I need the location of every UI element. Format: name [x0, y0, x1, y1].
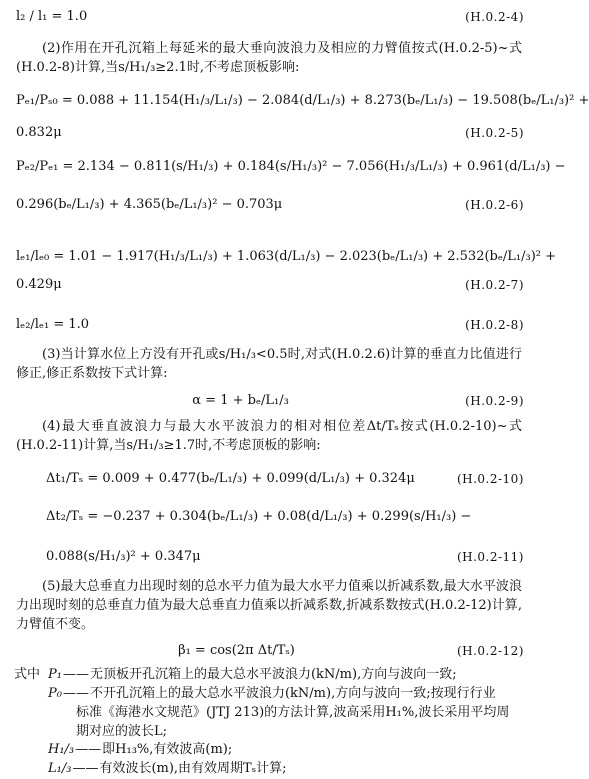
equation-number: (H.0.2-9) [465, 393, 524, 408]
definition-dash: —— [62, 685, 89, 701]
equation-expression: β₁ = cos(2π Δt/Tₛ) [178, 643, 295, 658]
equation-number: (H.0.2-8) [465, 317, 524, 332]
paragraph-5: (5)最大总垂直力出现时刻的总水平力值为最大水平力值乘以折减系数,最大水平波浪力出现时刻的总垂直力值为最大总垂直力值乘以折减系数,折减系数按式(H.0.2-12)计算,力臂值不变。 [16, 579, 522, 632]
equation-expression: Pₑ₂/Pₑ₁ = 2.134 − 0.811(s/H₁/₃) + 0.184(s/H₁/₃)² − 7.056(H₁/₃/L₁/₃) + 0.961(d/L₁/₃) − [16, 159, 566, 174]
definition-text: 有效波长(m),由有效周期Tₛ计算; [99, 761, 287, 777]
equation-expression: α = 1 + bₑ/L₁/₃ [192, 393, 289, 408]
definition-dash: —— [62, 667, 89, 682]
equation-h-0-2-7-line1 [16, 248, 557, 267]
paragraph-3: (3)当计算水位上方没有开孔或s/H₁/₃<0.5时,对式(H.0.2.6)计算的垂直力比值进行修正,修正系数按下式计算: [16, 347, 522, 381]
equation-expression: 0.832μ [16, 125, 62, 140]
equation-h-0-2-11-line1 [46, 508, 524, 527]
equation-expression: Δt₂/Tₛ = −0.237 + 0.304(bₑ/L₁/₃) + 0.08(d/L₁/₃) + 0.299(s/H₁/₃) − [46, 509, 472, 524]
equation-h-0-2-5-line2 [16, 124, 524, 143]
paragraph-4: (4)最大垂直波浪力与最大水平波浪力的相对相位差Δt/Tₛ按式(H.0.2-10)~式(H.0.2-11)计算,当s/H₁/₃≥1.7时,不考虑顶板的影响: [16, 419, 522, 453]
equation-h-0-2-8 [16, 316, 524, 335]
definition-dash: —— [75, 742, 102, 758]
definition-text: 即H₁₃%,有效波高(m); [102, 742, 233, 758]
equation-number: (H.0.2-5) [465, 125, 524, 140]
definition-text: 无顶板开孔沉箱上的最大总水平波浪力(kN/m),方向与波向一致; [89, 667, 457, 682]
equation-number: (H.0.2-7) [465, 277, 524, 292]
equation-expression: 0.088(s/H₁/₃)² + 0.347μ [46, 549, 201, 564]
equation-h-0-2-7-line2 [16, 276, 524, 295]
equation-expression: 0.429μ [16, 277, 62, 292]
definition-symbol: L₁/₃ [48, 761, 72, 777]
equation-h-0-2-12 [16, 642, 524, 661]
definition-continuation: 标准《海港水文规范》(JTJ 213)的方法计算,波高采用H₁%,波长采用平均周期对应的波长L; [76, 704, 510, 739]
symbol-definitions [14, 666, 522, 779]
definition-symbol: P₁ [48, 667, 62, 682]
definition-dash: —— [72, 761, 99, 777]
definition-symbol: P₀ [48, 685, 62, 701]
equation-number: (H.0.2-6) [465, 197, 524, 212]
equation-h-0-2-4 [16, 8, 524, 27]
equation-number: (H.0.2-12) [456, 643, 524, 658]
equation-h-0-2-5-line1 [16, 92, 589, 111]
equation-expression: 0.296(bₑ/L₁/₃) + 4.365(bₑ/L₁/₃)² − 0.703μ [16, 197, 283, 212]
definition-text: 不开孔沉箱上的最大总水平波浪力(kN/m),方向与波向一致;按现行行业 [89, 685, 496, 701]
definitions-lead: 式中 [14, 667, 41, 682]
definition-l13 [14, 760, 522, 779]
equation-number: (H.0.2-11) [456, 549, 524, 564]
equation-h-0-2-6-line2 [16, 196, 524, 215]
equation-expression: lₑ₂/lₑ₁ = 1.0 [16, 317, 90, 332]
equation-expression: l₂ / l₁ = 1.0 [16, 9, 88, 24]
equation-h-0-2-9 [16, 392, 524, 411]
equation-number: (H.0.2-10) [456, 471, 524, 486]
equation-h-0-2-6-line1 [16, 158, 566, 177]
equation-expression: lₑ₁/lₑ₀ = 1.01 − 1.917(H₁/₃/L₁/₃) + 1.063(d/L₁/₃) − 2.023(bₑ/L₁/₃) + 2.532(bₑ/L₁/₃)² + [16, 249, 557, 264]
equation-expression: Δt₁/Tₛ = 0.009 + 0.477(bₑ/L₁/₃) + 0.099(d/L₁/₃) + 0.324μ [46, 471, 415, 486]
definition-h13 [14, 741, 522, 760]
paragraph-2: (2)作用在开孔沉箱上每延米的最大垂向波浪力及相应的力臂值按式(H.0.2-5)~式(H.0.2-8)计算,当s/H₁/₃≥2.1时,不考虑顶板影响: [16, 41, 522, 75]
equation-number: (H.0.2-4) [465, 9, 524, 24]
definition-p0 [14, 685, 522, 704]
equation-expression: Pₑ₁/Pₛ₀ = 0.088 + 11.154(H₁/₃/L₁/₃) − 2.084(d/L₁/₃) + 8.273(bₑ/L₁/₃) − 19.508(bₑ/L₁/₃)² + [16, 93, 589, 108]
equation-h-0-2-10 [46, 470, 524, 489]
definition-p1 [14, 666, 522, 685]
equation-h-0-2-11-line2 [46, 548, 524, 567]
definition-symbol: H₁/₃ [48, 742, 75, 758]
